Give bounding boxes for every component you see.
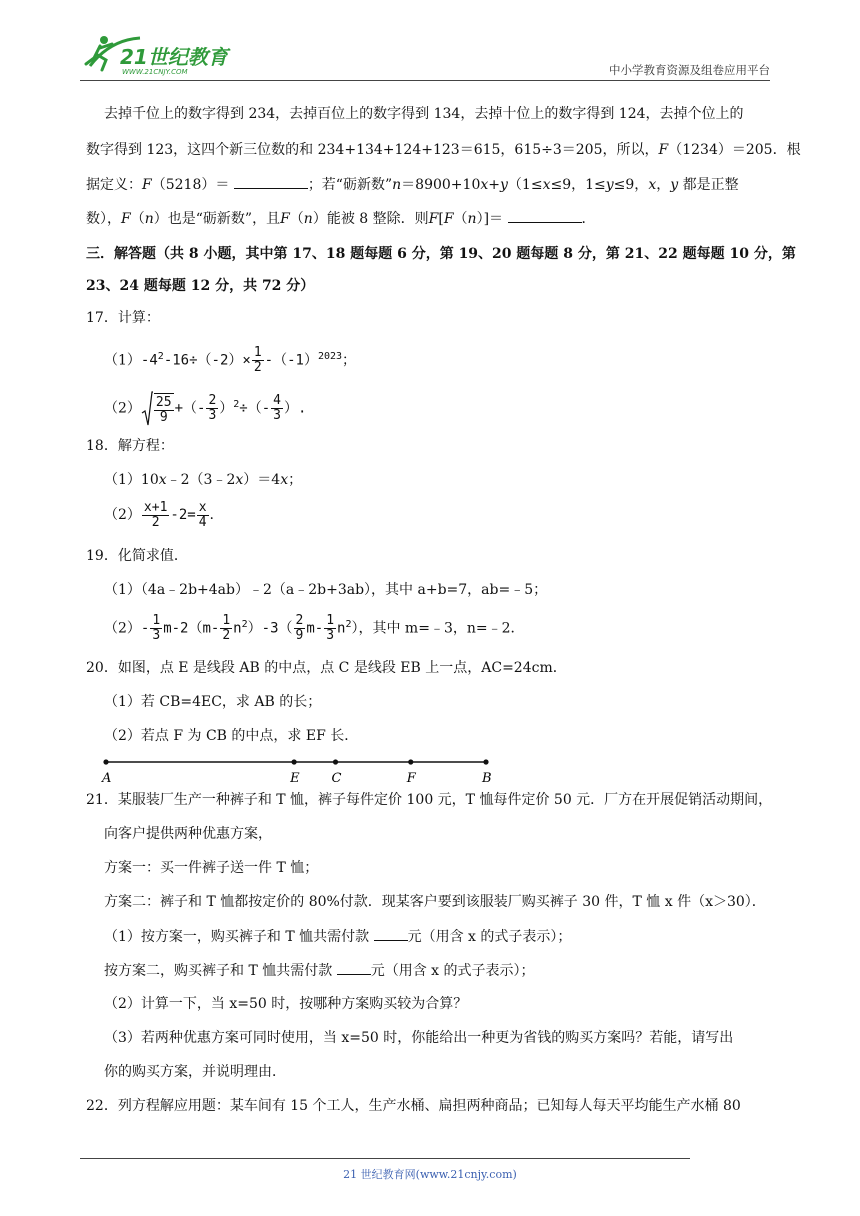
q19-part-1: （1）（4a﹣2b+4ab）﹣2（a﹣2b+3ab），其中 a+b=7，ab=﹣5； xyxy=(104,582,548,598)
q21-line-4: 方案二：裤子和 T 恤都按定价的 80%付款．现某客户要到该服装厂购买裤子 30 件，T 恤 x 件（x＞30）． xyxy=(104,894,766,910)
q20-line-2: （1）若 CB=4EC，求 AB 的长； xyxy=(104,694,322,710)
page-header xyxy=(80,30,770,80)
q16-line-3: 据定义：F（5218）＝ ；若“砺新数”n＝8900+10x+y（1≤x≤9，1≤y≤9，x，y 都是正整 xyxy=(86,174,739,195)
q21-line-1: 21．某服装厂生产一种裤子和 T 恤，裤子每件定价 100 元，T 恤每件定价 50 元．厂方在开展促销活动期间， xyxy=(86,792,773,808)
point-label-a: A xyxy=(102,771,112,786)
runner-logo-icon xyxy=(80,30,240,78)
q20-line-1: 20．如图，点 E 是线段 AB 的中点，点 C 是线段 EB 上一点，AC=24cm． xyxy=(86,660,567,676)
q22-line-1: 22．列方程解应用题：某车间有 15 个工人，生产水桶、扁担两种商品；已知每人每天平均能生产水桶 80 xyxy=(86,1098,741,1114)
q21-line-6: 按方案二，购买裤子和 T 恤共需付款 元（用含 x 的式子表示）； xyxy=(104,960,535,981)
q16-line-1: 去掉千位上的数字得到 234，去掉百位上的数字得到 134，去掉十位上的数字得到 124，去掉个位上的 xyxy=(104,106,744,122)
q21-line-3: 方案一：买一件裤子送一件 T 恤； xyxy=(104,860,319,876)
svg-text:21世纪教育: 21世纪教育 xyxy=(120,45,228,69)
q17-title: 17．计算： xyxy=(86,310,160,326)
q16-line-4: 数），F（n）也是“砺新数”，且F（n）能被 8 整除．则F[F（n）]＝ ． xyxy=(86,208,596,229)
point-c xyxy=(333,759,338,764)
line-segment-figure xyxy=(96,752,516,786)
point-a xyxy=(103,759,108,764)
q21-line-5: （1）按方案一，购买裤子和 T 恤共需付款 元（用含 x 的式子表示）； xyxy=(104,926,571,947)
svg-text:WWW.21CNJY.COM: WWW.21CNJY.COM xyxy=(122,68,188,76)
q21-line-2: 向客户提供两种优惠方案， xyxy=(104,826,272,842)
q18-title: 18．解方程： xyxy=(86,438,174,454)
q18-part-1: （1）10x﹣2（3﹣2x）＝4x； xyxy=(104,472,303,488)
point-e xyxy=(292,759,297,764)
point-label-f: F xyxy=(406,771,416,786)
point-b xyxy=(483,759,488,764)
answer-blank[interactable] xyxy=(374,926,408,941)
point-label-c: C xyxy=(331,771,342,786)
platform-name: 中小学教育资源及组卷应用平台 xyxy=(609,63,770,77)
q16-line-2: 数字得到 123，这四个新三位数的和 234+134+124+123＝615，615÷3＝205，所以，F（1234）＝205．根 xyxy=(86,142,801,158)
sqrt-symbol: $\frac{25}{9}$ xyxy=(141,391,175,427)
point-label-b: B xyxy=(482,771,492,786)
q17-part-2: （2） $\frac{25}{9}$ +（- $\frac{2}{3}$ ）$^2$÷（- $\frac{4}{3}$ ）. xyxy=(104,386,306,428)
section-3-heading-1: 三．解答题（共 8 小题，其中第 17、18 题每题 6 分，第 19、20 题每题 8 分，第 21、22 题每题 10 分，第 xyxy=(86,246,796,262)
q21-line-7: （2）计算一下，当 x=50 时，按哪种方案购买较为合算？ xyxy=(104,996,468,1012)
answer-blank[interactable] xyxy=(508,208,582,223)
header-divider xyxy=(80,80,770,81)
point-f xyxy=(408,759,413,764)
q18-part-2: （2） $\frac{x+1}{2}$ -2= $\frac{x}{4}$ . xyxy=(104,499,214,530)
footer-site: 21 世纪教育网(www.21cnjy.com) xyxy=(343,1168,517,1181)
point-label-e: E xyxy=(290,771,300,786)
answer-blank[interactable] xyxy=(337,960,371,975)
q19-part-2: （2）- $\frac{1}{3}$ m-2（m- $\frac{1}{2}$ $n^2)-3$（ $\frac{2}{9}$ m- $\frac{1}{3}$ $n^2$），其中 m=﹣3，n=﹣2． xyxy=(104,613,525,644)
site-logo xyxy=(80,30,240,78)
footer-divider xyxy=(80,1158,690,1159)
q21-line-8: （3）若两种优惠方案可同时使用，当 x=50 时，你能给出一种更为省钱的购买方案吗？若能，请写出 xyxy=(104,1030,734,1046)
q21-line-9: 你的购买方案，并说明理由． xyxy=(104,1064,286,1080)
section-3-heading-2: 23、24 题每题 12 分，共 72 分） xyxy=(86,278,315,294)
q20-line-3: （2）若点 F 为 CB 的中点，求 EF 长． xyxy=(104,728,359,744)
q17-part-1: $(1)-4^2-16\div(-2)\times$ $\frac{1}{2}$ $-(-1)^{2023}$； xyxy=(104,345,357,376)
q19-title: 19．化简求值． xyxy=(86,548,188,564)
answer-blank[interactable] xyxy=(234,174,308,189)
